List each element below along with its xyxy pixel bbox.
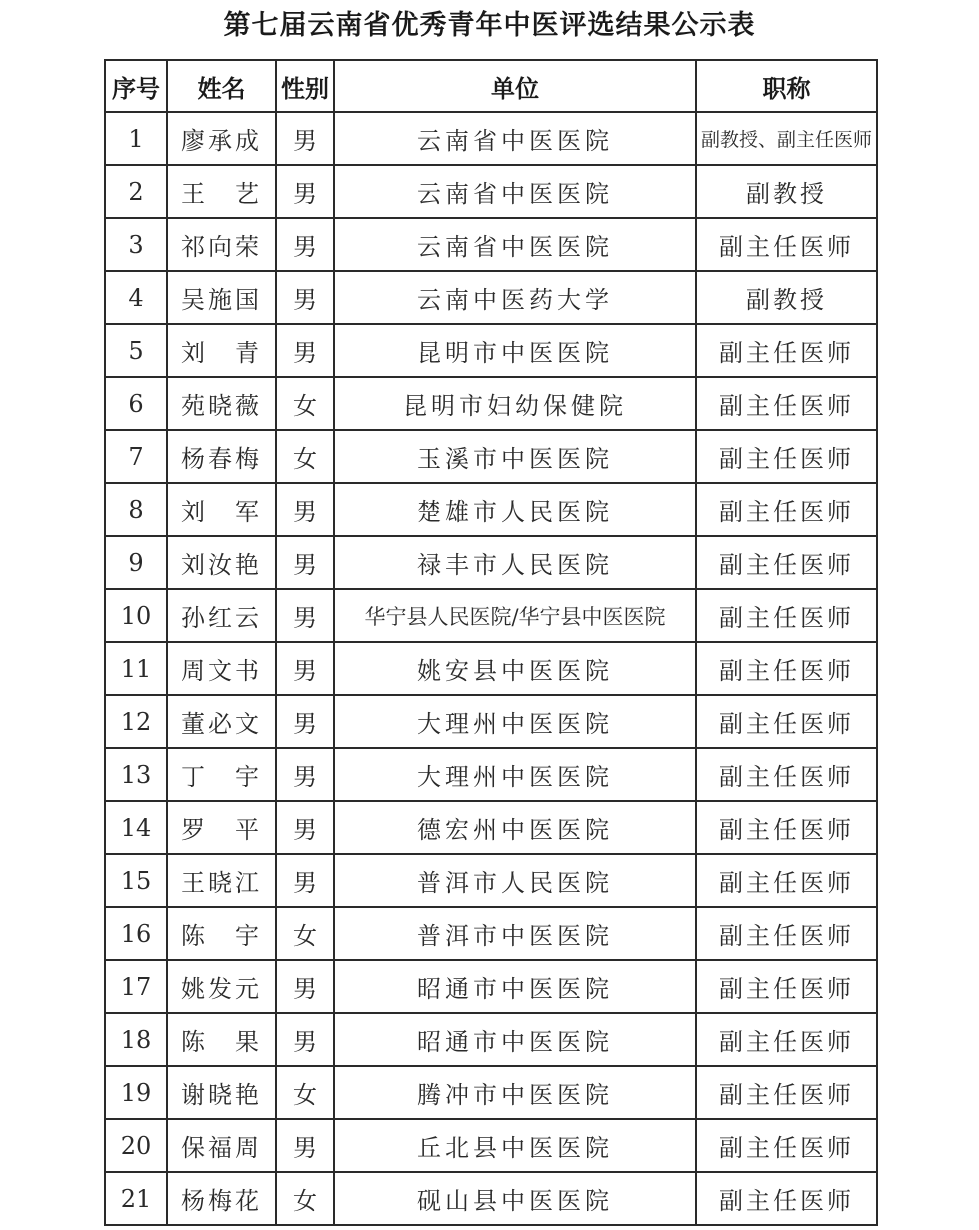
cell-gender: 男 xyxy=(276,536,334,589)
cell-name: 杨梅花 xyxy=(167,1172,276,1225)
cell-index: 12 xyxy=(105,695,167,748)
cell-rank: 副主任医师 xyxy=(696,801,877,854)
cell-rank: 副主任医师 xyxy=(696,695,877,748)
results-table xyxy=(104,59,878,1226)
cell-gender: 男 xyxy=(276,1013,334,1066)
cell-rank: 副主任医师 xyxy=(696,430,877,483)
cell-name: 孙红云 xyxy=(167,589,276,642)
cell-name: 丁 宇 xyxy=(167,748,276,801)
cell-name: 刘汝艳 xyxy=(167,536,276,589)
cell-index: 20 xyxy=(105,1119,167,1172)
cell-rank: 副主任医师 xyxy=(696,589,877,642)
table-row xyxy=(105,483,877,536)
cell-gender: 男 xyxy=(276,483,334,536)
cell-gender: 女 xyxy=(276,430,334,483)
cell-unit: 丘北县中医医院 xyxy=(334,1119,696,1172)
cell-unit: 华宁县人民医院/华宁县中医医院 xyxy=(334,589,696,642)
header-index: 序号 xyxy=(105,60,167,112)
cell-index: 18 xyxy=(105,1013,167,1066)
cell-rank: 副主任医师 xyxy=(696,748,877,801)
cell-rank: 副主任医师 xyxy=(696,483,877,536)
table-row xyxy=(105,642,877,695)
cell-rank: 副教授、副主任医师 xyxy=(696,112,877,165)
cell-unit: 玉溪市中医医院 xyxy=(334,430,696,483)
header-gender: 性别 xyxy=(276,60,334,112)
cell-index: 19 xyxy=(105,1066,167,1119)
cell-index: 15 xyxy=(105,854,167,907)
cell-rank: 副主任医师 xyxy=(696,1013,877,1066)
table-row xyxy=(105,430,877,483)
table-row xyxy=(105,218,877,271)
cell-gender: 男 xyxy=(276,695,334,748)
cell-rank: 副主任医师 xyxy=(696,907,877,960)
cell-unit: 云南省中医医院 xyxy=(334,112,696,165)
cell-gender: 男 xyxy=(276,324,334,377)
table-row xyxy=(105,748,877,801)
header-rank: 职称 xyxy=(696,60,877,112)
table-row xyxy=(105,1066,877,1119)
cell-name: 谢晓艳 xyxy=(167,1066,276,1119)
cell-gender: 男 xyxy=(276,165,334,218)
cell-rank: 副主任医师 xyxy=(696,324,877,377)
cell-rank: 副主任医师 xyxy=(696,642,877,695)
cell-rank: 副教授 xyxy=(696,271,877,324)
cell-unit: 大理州中医医院 xyxy=(334,748,696,801)
cell-name: 周文书 xyxy=(167,642,276,695)
cell-gender: 女 xyxy=(276,1066,334,1119)
cell-unit: 楚雄市人民医院 xyxy=(334,483,696,536)
cell-unit: 腾冲市中医医院 xyxy=(334,1066,696,1119)
cell-unit: 砚山县中医医院 xyxy=(334,1172,696,1225)
cell-index: 14 xyxy=(105,801,167,854)
header-unit: 单位 xyxy=(334,60,696,112)
cell-unit: 云南省中医医院 xyxy=(334,165,696,218)
cell-name: 王晓江 xyxy=(167,854,276,907)
cell-unit: 云南中医药大学 xyxy=(334,271,696,324)
cell-unit: 姚安县中医医院 xyxy=(334,642,696,695)
cell-name: 董必文 xyxy=(167,695,276,748)
cell-name: 陈 果 xyxy=(167,1013,276,1066)
cell-unit: 云南省中医医院 xyxy=(334,218,696,271)
cell-rank: 副教授 xyxy=(696,165,877,218)
cell-unit: 普洱市人民医院 xyxy=(334,854,696,907)
table-row xyxy=(105,112,877,165)
table-body xyxy=(105,112,877,1225)
cell-name: 吴施国 xyxy=(167,271,276,324)
cell-index: 10 xyxy=(105,589,167,642)
cell-index: 6 xyxy=(105,377,167,430)
cell-gender: 男 xyxy=(276,748,334,801)
cell-name: 罗 平 xyxy=(167,801,276,854)
cell-rank: 副主任医师 xyxy=(696,218,877,271)
table-row xyxy=(105,165,877,218)
table-row xyxy=(105,324,877,377)
cell-name: 姚发元 xyxy=(167,960,276,1013)
cell-index: 1 xyxy=(105,112,167,165)
cell-unit: 昆明市中医医院 xyxy=(334,324,696,377)
cell-name: 刘 军 xyxy=(167,483,276,536)
header-row xyxy=(105,60,877,112)
cell-unit: 昭通市中医医院 xyxy=(334,1013,696,1066)
cell-gender: 男 xyxy=(276,218,334,271)
table-row xyxy=(105,377,877,430)
table-row xyxy=(105,1013,877,1066)
cell-index: 9 xyxy=(105,536,167,589)
cell-index: 8 xyxy=(105,483,167,536)
cell-index: 5 xyxy=(105,324,167,377)
table-row xyxy=(105,960,877,1013)
cell-gender: 男 xyxy=(276,801,334,854)
cell-index: 4 xyxy=(105,271,167,324)
cell-name: 杨春梅 xyxy=(167,430,276,483)
cell-unit: 昭通市中医医院 xyxy=(334,960,696,1013)
cell-gender: 男 xyxy=(276,854,334,907)
cell-name: 保福周 xyxy=(167,1119,276,1172)
cell-index: 3 xyxy=(105,218,167,271)
table-row xyxy=(105,1119,877,1172)
table-row xyxy=(105,589,877,642)
cell-unit: 普洱市中医医院 xyxy=(334,907,696,960)
cell-gender: 女 xyxy=(276,907,334,960)
table-row xyxy=(105,536,877,589)
cell-index: 21 xyxy=(105,1172,167,1225)
cell-name: 廖承成 xyxy=(167,112,276,165)
cell-unit: 德宏州中医医院 xyxy=(334,801,696,854)
table-header xyxy=(105,60,877,112)
table-row xyxy=(105,1172,877,1225)
cell-unit: 大理州中医医院 xyxy=(334,695,696,748)
cell-gender: 男 xyxy=(276,642,334,695)
cell-gender: 女 xyxy=(276,377,334,430)
table-row xyxy=(105,801,877,854)
cell-unit: 禄丰市人民医院 xyxy=(334,536,696,589)
cell-gender: 女 xyxy=(276,1172,334,1225)
cell-index: 13 xyxy=(105,748,167,801)
cell-rank: 副主任医师 xyxy=(696,1172,877,1225)
cell-rank: 副主任医师 xyxy=(696,960,877,1013)
cell-rank: 副主任医师 xyxy=(696,1119,877,1172)
cell-index: 2 xyxy=(105,165,167,218)
cell-gender: 男 xyxy=(276,1119,334,1172)
cell-index: 11 xyxy=(105,642,167,695)
table-row xyxy=(105,907,877,960)
cell-gender: 男 xyxy=(276,271,334,324)
cell-rank: 副主任医师 xyxy=(696,536,877,589)
table-row xyxy=(105,695,877,748)
page-title: 第七届云南省优秀青年中医评选结果公示表 xyxy=(223,10,756,41)
cell-index: 7 xyxy=(105,430,167,483)
table-row xyxy=(105,854,877,907)
cell-name: 苑晓薇 xyxy=(167,377,276,430)
cell-gender: 男 xyxy=(276,960,334,1013)
cell-unit: 昆明市妇幼保健院 xyxy=(334,377,696,430)
cell-name: 祁向荣 xyxy=(167,218,276,271)
cell-gender: 男 xyxy=(276,112,334,165)
cell-rank: 副主任医师 xyxy=(696,377,877,430)
cell-rank: 副主任医师 xyxy=(696,1066,877,1119)
header-name: 姓名 xyxy=(167,60,276,112)
table-row xyxy=(105,271,877,324)
cell-gender: 男 xyxy=(276,589,334,642)
cell-index: 17 xyxy=(105,960,167,1013)
cell-name: 刘 青 xyxy=(167,324,276,377)
cell-name: 王 艺 xyxy=(167,165,276,218)
cell-rank: 副主任医师 xyxy=(696,854,877,907)
cell-index: 16 xyxy=(105,907,167,960)
cell-name: 陈 宇 xyxy=(167,907,276,960)
